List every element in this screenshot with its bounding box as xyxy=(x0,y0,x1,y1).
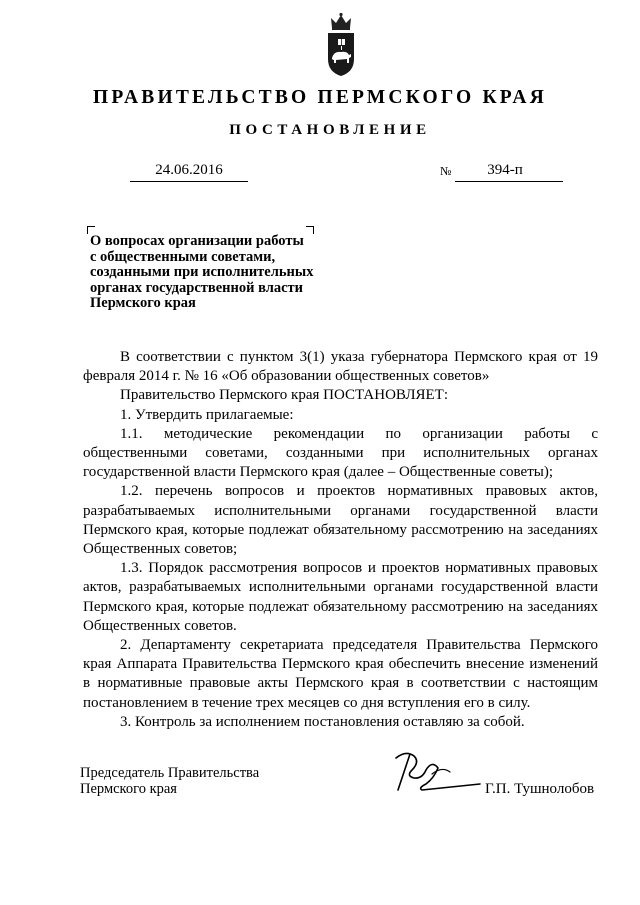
document-body xyxy=(83,348,598,732)
handwritten-signature xyxy=(392,748,482,800)
body-paragraph: 1.3. Порядок рассмотрения вопросов и проектов нормативных правовых актов, разрабатываемых исполнительными органами государственной власти Пермского края, которые подлежат обязательному рассмотрению на заседаниях Общественных советов. xyxy=(83,560,598,634)
document-number: 394-п xyxy=(487,162,523,178)
signatory-position xyxy=(80,766,340,797)
signatory-position-line: Пермского края xyxy=(80,780,177,797)
body-paragraph: В соответствии с пунктом 3(1) указа губернатора Пермского края от 19 февраля 2014 г. № 16 «Об образовании общественных советов» xyxy=(83,349,598,385)
body-paragraph: 3. Контроль за исполнением постановления оставляю за собой. xyxy=(120,713,525,730)
signatory-position-line: Председатель Правительства xyxy=(80,765,260,781)
body-paragraph: 1.1. методические рекомендации по организации работы с общественными советами, созданными при исполнительных органах государственной власти Пермского края (далее – Общественные советы); xyxy=(83,425,598,481)
body-paragraph: Правительство Пермского края ПОСТАНОВЛЯЕТ: xyxy=(120,387,449,404)
signatory-name: Г.П. Тушнолобов xyxy=(485,781,595,797)
document-type: ПОСТАНОВЛЕНИЕ xyxy=(229,122,431,138)
subject-line: Пермского края xyxy=(90,295,196,311)
subject-line: с общественными советами, xyxy=(90,248,276,265)
body-paragraph: 2. Департаменту секретариата председателя Правительства Пермского края Аппарата Правительства Пермского края обеспечить внесение изменений в нормативные правовые акты Пермского края в соответствии с настоящим постановлением в течение трех месяцев со дня вступления его в силу. xyxy=(83,637,598,711)
number-sign: № xyxy=(440,164,452,178)
subject-line: О вопросах организации работы xyxy=(90,233,304,249)
subject-line: созданными при исполнительных xyxy=(90,264,314,280)
subject-line: органах государственной власти xyxy=(90,279,304,296)
body-paragraph: 1. Утвердить прилагаемые: xyxy=(120,406,294,423)
title-corner-top-right xyxy=(306,226,314,234)
organization-title: ПРАВИТЕЛЬСТВО ПЕРМСКОГО КРАЯ xyxy=(93,87,547,108)
document-date: 24.06.2016 xyxy=(155,162,223,178)
body-paragraph: 1.2. перечень вопросов и проектов нормативных правовых актов, разрабатываемых исполнительными органами государственной власти Пермского края, которые подлежат обязательному рассмотрению на заседаниях Общественных советов; xyxy=(83,483,598,558)
document-subject xyxy=(90,234,330,312)
coat-of-arms-emblem xyxy=(322,12,360,78)
